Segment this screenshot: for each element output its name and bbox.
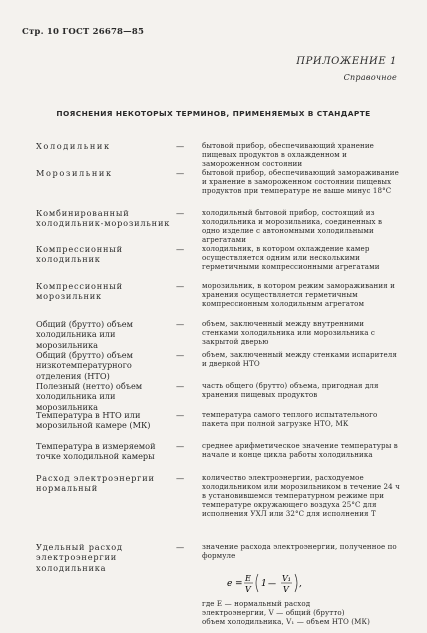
term-definition: бытовой прибор, обеспечивающий хранение пищевых продуктов в охлажденном и замороженном состоянии (202, 141, 374, 169)
term-label: Морозильник (36, 168, 113, 178)
page-header: Стр. 10 ГОСТ 26678—85 (22, 27, 145, 37)
term-definition: бытовой прибор, обеспечивающий замораживание и хранение в замороженном состоянии пищевых продуктов при температуре не выше минус 18°С (202, 168, 399, 196)
term-definition: среднее арифметическое значение температуры в начале и конце цикла работы холодильника (202, 441, 398, 460)
term-dash: — (176, 319, 185, 329)
term-dash: — (176, 381, 185, 391)
term-label: Компрессионный морозильник (36, 281, 123, 302)
term-label: Температура в НТО или морозильной камере (МК) (36, 410, 151, 431)
term-label: Общий (брутто) объем холодильника или морозильника (36, 319, 134, 350)
term-dash: — (176, 350, 185, 360)
appendix-subtitle: Справочное (343, 73, 397, 82)
term-dash: — (176, 542, 185, 552)
term-definition: холодильник, в котором охлаждение камер осуществляется одним или несколькими герметичными компрессионными агрегатами (202, 244, 380, 272)
formula-explanation: где E — нормальный расход электроэнергии, V — общий (брутто) объем холодильника, V₁ — объем НТО (МК) (202, 599, 370, 627)
formula-comma: , (299, 579, 302, 589)
term-definition: холодильный бытовой прибор, состоящий из холодильника и морозильника, соединенных в одно изделие с автономными холодильными агрегатами (202, 208, 383, 245)
term-dash: — (176, 410, 185, 420)
term-label: Полезный (нетто) объем холодильника или морозильника (36, 381, 143, 412)
formula-e: E (245, 574, 251, 583)
formula-one: 1 (261, 579, 267, 589)
formula-v1: V₁ (282, 574, 291, 583)
formula-right-paren (295, 574, 297, 592)
term-dash: — (176, 441, 185, 451)
term-definition: объем, заключенный между внутренними стенками холодильника или морозильника с закрытой дверью (202, 319, 376, 347)
term-label: Общий (брутто) объем низкотемпературного отделения (НТО) (36, 350, 134, 381)
energy-formula (225, 571, 365, 595)
appendix-block (296, 56, 397, 82)
appendix-title: ПРИЛОЖЕНИЕ 1 (296, 56, 397, 67)
term-dash: — (176, 244, 185, 254)
term-label: Холодильник (36, 141, 111, 151)
term-label: Температура в измеряемой точке холодильной камеры (36, 441, 156, 462)
term-definition: морозильник, в котором режим замораживания и хранения осуществляется герметичным компрессионным холодильным агрегатом (202, 281, 395, 309)
formula-v: V (245, 585, 251, 594)
term-dash: — (176, 208, 185, 218)
term-dash: — (176, 473, 185, 483)
term-label: Расход электроэнергии нормальный (36, 473, 155, 494)
formula-left-paren (256, 574, 258, 592)
formula-minus: — (268, 579, 276, 588)
term-dash: — (176, 141, 185, 151)
formula-lhs: e (227, 579, 233, 589)
term-dash: — (176, 168, 185, 178)
term-label: Компрессионный холодильник (36, 244, 123, 265)
section-title: ПОЯСНЕНИЯ НЕКОТОРЫХ ТЕРМИНОВ, ПРИМЕНЯЕМЫХ В СТАНДАРТЕ (56, 109, 371, 118)
term-label: Удельный расход электроэнергии холодильника (36, 542, 123, 573)
term-definition: температура самого теплого испытательного пакета при полной загрузке НТО, МК (202, 410, 378, 429)
formula-v-denominator: V (283, 585, 289, 594)
term-label: Комбинированный холодильник-морозильник (36, 208, 171, 229)
term-definition: значение расхода электроэнергии, полученное по формуле (202, 542, 397, 561)
term-definition: объем, заключенный между стенками испарителя и дверкой НТО (202, 350, 397, 369)
term-definition: часть общего (брутто) объема, пригодная для хранения пищевых продуктов (202, 381, 379, 400)
term-definition: количество электроэнергии, расходуемое холодильником или морозильником в течение 24 ч в установившемся температурном режиме при температуре окружающего воздуха 25°С для исполнения УХЛ или 32°С для исполнения Т (202, 473, 400, 519)
term-dash: — (176, 281, 185, 291)
formula-equals: = (235, 579, 243, 589)
